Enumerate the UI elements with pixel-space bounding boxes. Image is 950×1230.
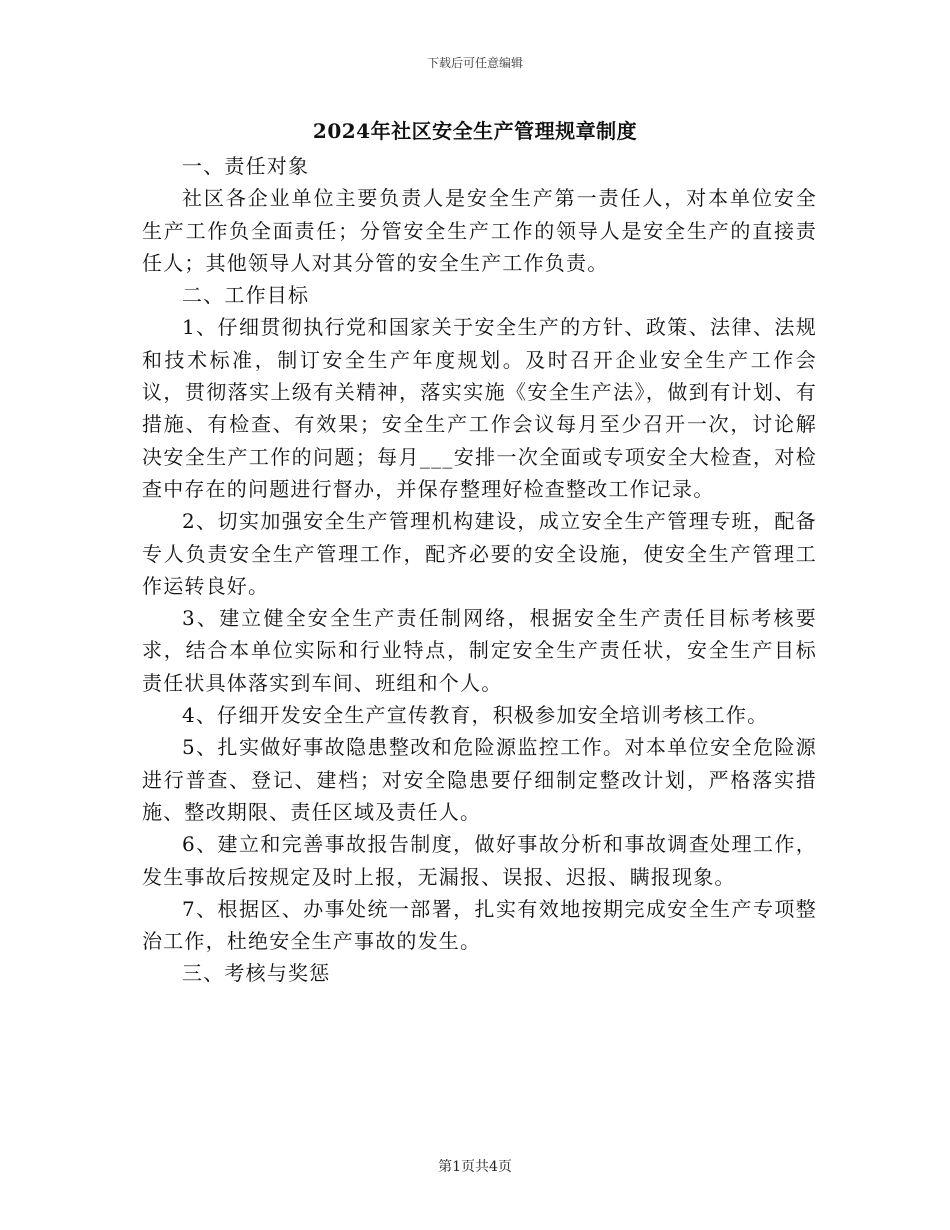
- document-body: [142, 150, 817, 990]
- paragraph: 1、仔细贯彻执行党和国家关于安全生产的方针、政策、法律、法规和技术标准，制订安全生产年度规划。及时召开企业安全生产工作会议，贯彻落实上级有关精神，落实实施《安全生产法》，做到有计划、有措施、有检查、有效果；安全生产工作会议每月至少召开一次，讨论解决安全生产工作的问题；每月___安排一次全面或专项安全大检查，对检查中存在的问题进行督办，并保存整理好检查整改工作记录。: [142, 315, 817, 501]
- paragraph: 6、建立和完善事故报告制度，做好事故分析和事故调查处理工作，发生事故后按规定及时上报，无漏报、误报、迟报、瞒报现象。: [142, 832, 817, 889]
- section-heading-goals: 二、工作目标: [182, 283, 310, 308]
- paragraph: 2、切实加强安全生产管理机构建设，成立安全生产管理专班，配备专人负责安全生产管理工作，配齐必要的安全设施，使安全生产管理工作运转良好。: [142, 509, 817, 598]
- section-heading-assessment: 三、考核与奖惩: [182, 961, 331, 986]
- paragraph: 社区各企业单位主要负责人是安全生产第一责任人，对本单位安全生产工作负全面责任；分管安全生产工作的领导人是安全生产的直接责任人；其他领导人对其分管的安全生产工作负责。: [142, 186, 817, 275]
- page-number: 第1页共4页: [438, 1159, 512, 1175]
- paragraph: 7、根据区、办事处统一部署，扎实有效地按期完成安全生产专项整治工作，杜绝安全生产事故的发生。: [142, 896, 817, 954]
- paragraph: 5、扎实做好事故隐患整改和危险源监控工作。对本单位安全危险源进行普查、登记、建档；对安全隐患要仔细制定整改计划，严格落实措施、整改期限、责任区域及责任人。: [142, 735, 817, 824]
- section-heading-responsibility: 一、责任对象: [182, 154, 310, 178]
- paragraph: 4、仔细开发安全生产宣传教育，积极参加安全培训考核工作。: [182, 703, 769, 728]
- header-note: 下载后可任意编辑: [426, 56, 523, 70]
- document-title: 2024年社区安全生产管理规章制度: [312, 119, 638, 143]
- paragraph: 3、建立健全安全生产责任制网络，根据安全生产责任目标考核要求，结合本单位实际和行业特点，制定安全生产责任状，安全生产目标责任状具体落实到车间、班组和个人。: [142, 606, 817, 695]
